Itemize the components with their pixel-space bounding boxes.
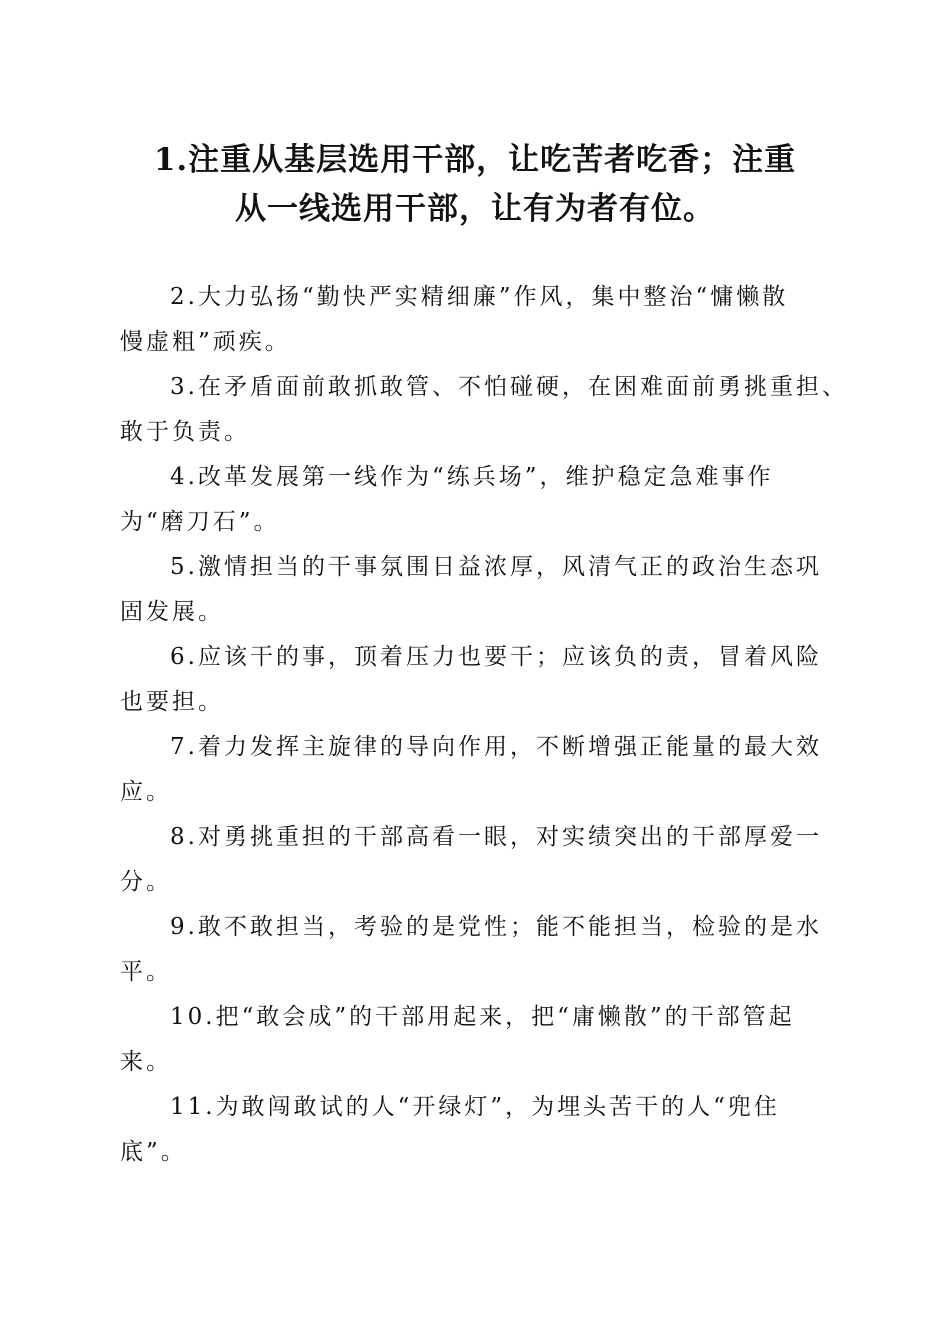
paragraph-line: 6.应该干的事，顶着压力也要干；应该负的责，冒着风险 (170, 644, 822, 670)
paragraph-line: 5.激情担当的干事氛围日益浓厚，风清气正的政治生态巩 (170, 554, 822, 580)
paragraph-item (120, 635, 830, 725)
paragraph-item (120, 455, 830, 545)
paragraph-item (120, 725, 830, 815)
title-line-2: 从一线选用干部，让有为者有位。 (235, 191, 715, 227)
paragraph-item (120, 275, 830, 365)
paragraph-line: 敢于负责。 (120, 419, 250, 445)
paragraph-line: 9.敢不敢担当，考验的是党性；能不能担当，检验的是水 (170, 914, 822, 940)
paragraph-line: 也要担。 (120, 689, 224, 715)
paragraph-item (120, 545, 830, 635)
document-title (120, 136, 830, 234)
paragraph-line: 3.在矛盾面前敢抓敢管、不怕碰硬，在困难面前勇挑重担、 (170, 374, 848, 400)
paragraph-line: 7.着力发挥主旋律的导向作用，不断增强正能量的最大效 (170, 734, 822, 760)
paragraph-line: 2.大力弘扬“勤快严实精细廉”作风，集中整治“慵懒散 (170, 284, 789, 310)
paragraph-item (120, 1085, 830, 1175)
paragraph-line: 8.对勇挑重担的干部高看一眼，对实绩突出的干部厚爱一 (170, 824, 822, 850)
paragraph-line: 10.把“敢会成”的干部用起来，把“庸懒散”的干部管起 (170, 1004, 795, 1030)
paragraph-line: 应。 (120, 779, 172, 805)
title-line-1: 1.注重从基层选用干部，让吃苦者吃香；注重 (153, 142, 797, 178)
paragraph-line: 分。 (120, 869, 172, 895)
paragraph-line: 11.为敢闯敢试的人“开绿灯”，为埋头苦干的人“兜住 (170, 1094, 780, 1120)
paragraph-line: 平。 (120, 959, 172, 985)
paragraph-line: 4.改革发展第一线作为“练兵场”，维护稳定急难事作 (170, 464, 774, 490)
paragraph-item (120, 365, 848, 455)
paragraph-line: 底”。 (120, 1139, 187, 1165)
paragraph-line: 为“磨刀石”。 (120, 509, 280, 535)
paragraph-item (120, 995, 830, 1085)
paragraph-item (120, 905, 830, 995)
paragraph-line: 固发展。 (120, 599, 224, 625)
paragraph-line: 慢虚粗”顽疾。 (120, 329, 291, 355)
paragraph-list (120, 275, 848, 1175)
paragraph-line: 来。 (120, 1049, 172, 1075)
paragraph-item (120, 815, 830, 905)
